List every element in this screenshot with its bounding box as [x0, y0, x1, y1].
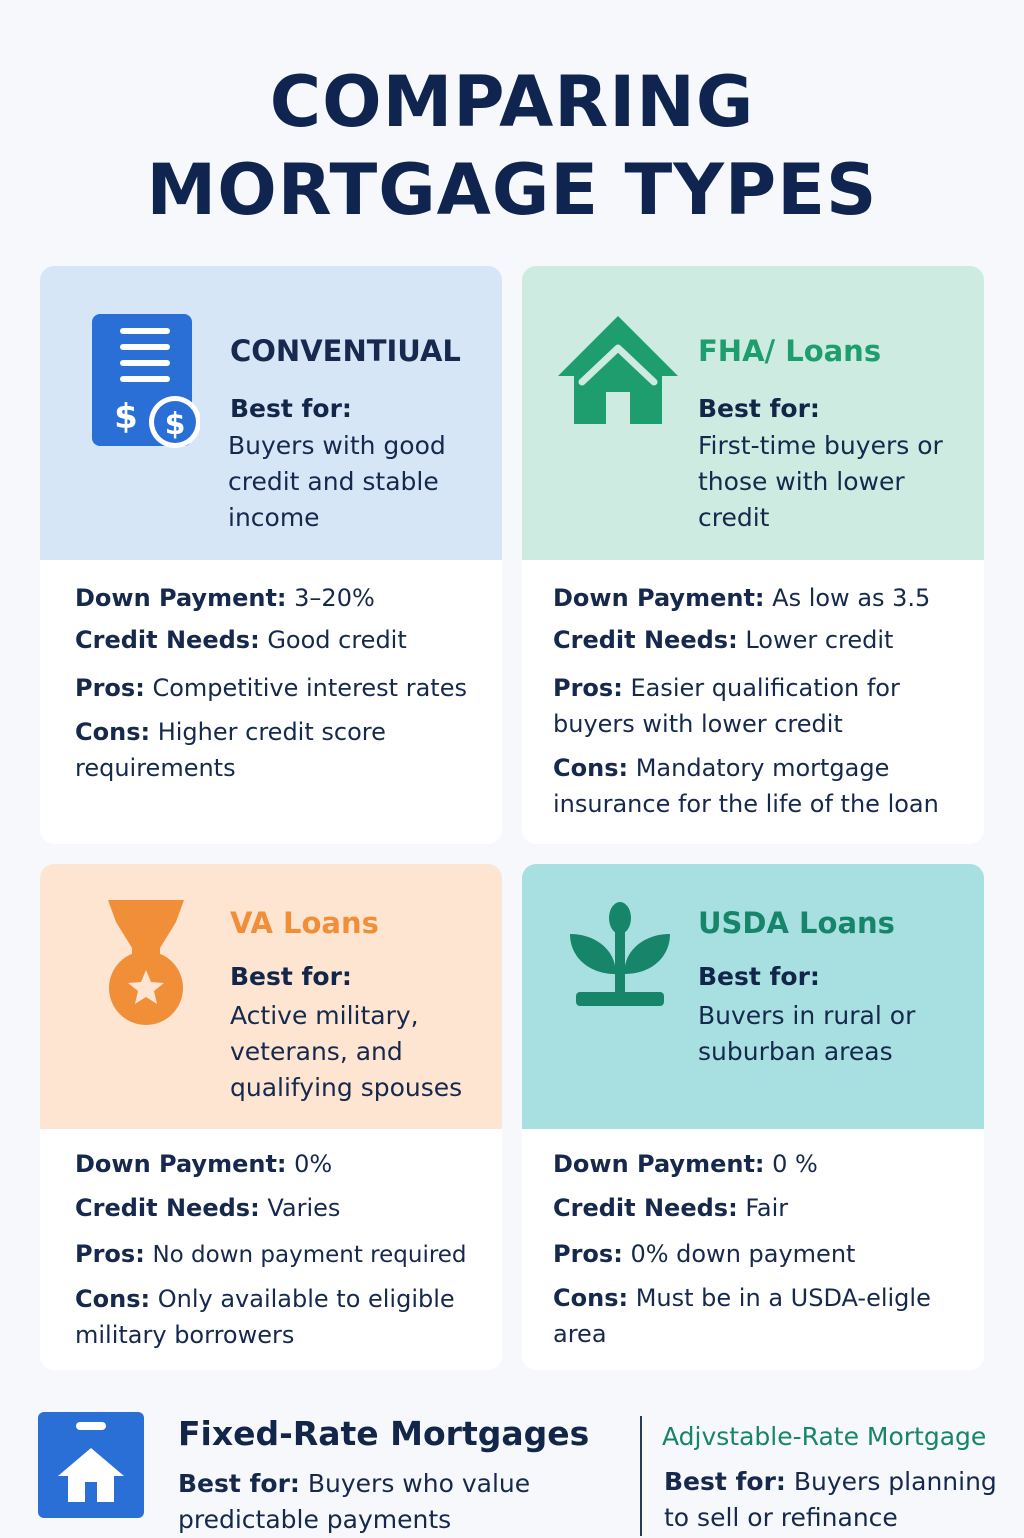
fixed-rate-best-for	[178, 1466, 598, 1538]
card-details	[553, 580, 978, 830]
pros-value: No down payment required	[152, 1242, 467, 1268]
svg-text:$: $	[164, 407, 186, 442]
best-for-text: Buvers in rural or suburban areas	[698, 1001, 916, 1066]
best-for-text: First-time buyers or those with lower credit	[698, 431, 943, 532]
credit-needs-label: Credit Needs:	[553, 626, 738, 654]
card-usda	[522, 864, 984, 1370]
card-title: USDA Loans	[698, 906, 895, 940]
pros-value: 0% down payment	[630, 1240, 856, 1268]
cons-value: Mandatory mortgage insurance for the life of the loan	[553, 754, 939, 818]
title-line-1: COMPARING	[269, 61, 755, 143]
down-payment-value: 0%	[294, 1150, 333, 1178]
best-for-label: Best for:	[178, 1469, 300, 1498]
title-line-2: MORTGAGE TYPES	[146, 149, 878, 231]
pros-value: Easier qualification for buyers with lower credit	[553, 674, 900, 738]
best-for-text: Buyers planning to sell or refinance	[664, 1467, 997, 1532]
credit-needs-label: Credit Needs:	[75, 1194, 260, 1222]
down-payment-value: 0 %	[772, 1150, 818, 1178]
card-details	[553, 1146, 978, 1360]
svg-text:$: $	[114, 397, 138, 437]
down-payment-label: Down Payment:	[553, 1150, 765, 1178]
cons-value: Only available to eligible military borrowers	[75, 1285, 455, 1349]
adjustable-rate-title: Adjvstable-Rate Mortgage	[662, 1422, 987, 1451]
pros-label: Pros:	[553, 1240, 623, 1268]
card-title: VA Loans	[230, 906, 379, 940]
credit-needs-label: Credit Needs:	[75, 626, 260, 654]
cons-label: Cons:	[75, 718, 151, 746]
card-conventional	[40, 266, 502, 844]
card-details	[75, 1146, 485, 1361]
best-for-text: Active military, veterans, and qualifying spouses	[230, 1001, 463, 1102]
best-for-text: Buyers who value predictable payments	[178, 1469, 531, 1534]
cons-label: Cons:	[553, 754, 629, 782]
card-va	[40, 864, 502, 1370]
credit-needs-value: Lower credit	[745, 626, 894, 654]
sprout-icon	[568, 900, 672, 1010]
pros-label: Pros:	[553, 674, 623, 702]
card-details	[75, 580, 485, 794]
house-icon	[554, 312, 682, 428]
cons-label: Cons:	[553, 1284, 629, 1312]
best-for-label: Best for:	[230, 394, 352, 423]
credit-needs-value: Fair	[745, 1194, 789, 1222]
divider	[640, 1416, 642, 1536]
down-payment-value: 3–20%	[294, 584, 375, 612]
cons-label: Cons:	[75, 1285, 151, 1313]
credit-needs-value: Good credit	[267, 626, 407, 654]
card-title: CONVENTIUAL	[230, 334, 461, 368]
down-payment-value: As low as 3.5	[772, 584, 931, 612]
best-for-label: Best for:	[698, 962, 820, 991]
pros-value: Competitive interest rates	[152, 674, 467, 702]
page-title	[0, 58, 1024, 234]
house-icon	[38, 1412, 144, 1518]
credit-needs-value: Varies	[267, 1194, 341, 1222]
cons-value: Must be in a USDA-eligle area	[553, 1284, 931, 1348]
best-for-label: Best for:	[664, 1467, 786, 1496]
cons-value: Higher credit score requirements	[75, 718, 386, 782]
credit-needs-label: Credit Needs:	[553, 1194, 738, 1222]
document-dollar-icon	[90, 312, 200, 452]
card-title: FHA/ Loans	[698, 334, 882, 368]
pros-label: Pros:	[75, 674, 145, 702]
best-for-label: Best for:	[230, 962, 352, 991]
best-for-label: Best for:	[698, 394, 820, 423]
best-for-text: Buyers with good credit and stable income	[228, 431, 446, 532]
down-payment-label: Down Payment:	[553, 584, 765, 612]
down-payment-label: Down Payment:	[75, 584, 287, 612]
card-fha	[522, 266, 984, 844]
medal-icon	[106, 898, 186, 1028]
adjustable-rate-best-for	[664, 1464, 1014, 1536]
pros-label: Pros:	[75, 1240, 145, 1268]
down-payment-label: Down Payment:	[75, 1150, 287, 1178]
fixed-rate-title: Fixed-Rate Mortgages	[178, 1414, 590, 1453]
bottom-section	[0, 1390, 1024, 1536]
